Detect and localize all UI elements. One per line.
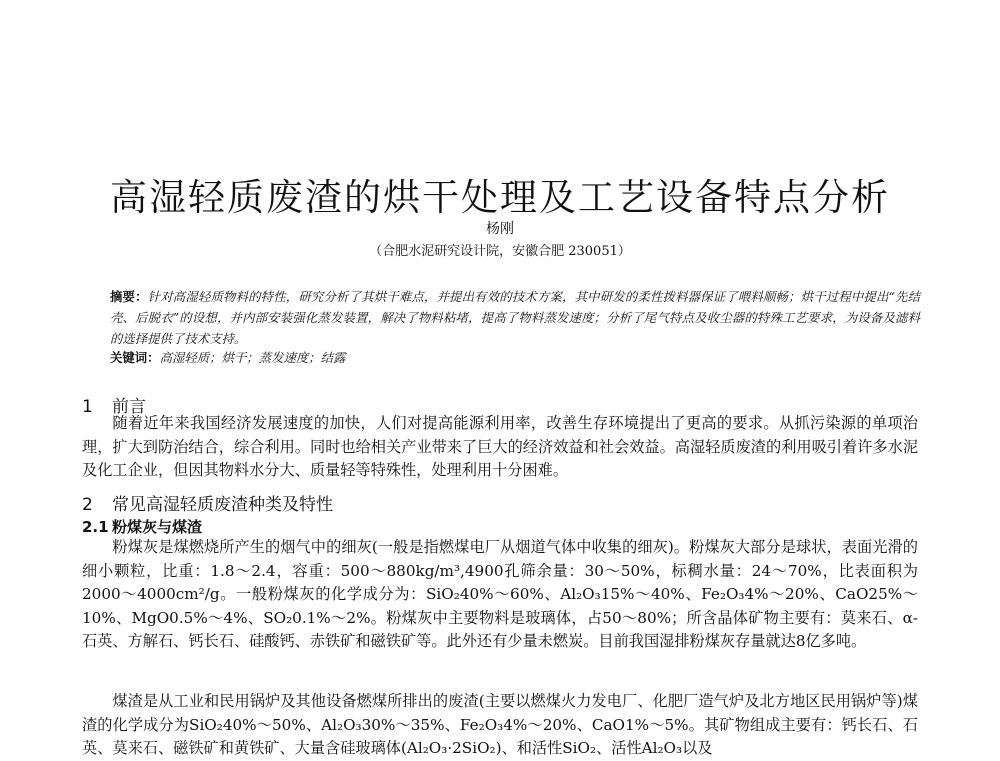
section-number: 1 bbox=[82, 397, 93, 417]
keywords bbox=[110, 348, 920, 366]
section-title: 前言 bbox=[112, 397, 146, 417]
subsection-heading-2-1 bbox=[82, 516, 202, 537]
section-title: 常见高湿轻质废渣种类及特性 bbox=[112, 495, 333, 515]
abstract bbox=[110, 286, 920, 349]
author-name: 杨刚 bbox=[486, 221, 514, 237]
section-number: 2 bbox=[82, 495, 93, 515]
paper-title: 高湿轻质废渣的烘干处理及工艺设备特点分析 bbox=[110, 175, 890, 219]
paragraph-fly-ash: 粉煤灰是煤燃烧所产生的烟气中的细灰(一般是指燃煤电厂从烟道气体中收集的细灰)。粉煤灰大部分是球状，表面光滑的细小颗粒，比重：1.8～2.4，容重：500～880kg/m³,4900孔筛余量：30～50%，标稠水量：24～70%，比表面积为2000～4000cm²/g。一般粉煤灰的化学成分为：SiO₂40%～60%、Al₂O₃15%～40%、Fe₂O₃4%～20%、CaO25%～10%、MgO0.5%～4%、SO₂0.1%～2%。粉煤灰中主要物料是玻璃体，占50～80%；所含晶体矿物主要有：莫来石、α-石英、方解石、钙长石、硅酸钙、赤铁矿和磁铁矿等。此外还有少量未燃炭。目前我国湿排粉煤灰存量就达8亿多吨。 bbox=[82, 538, 918, 650]
paragraph-introduction: 随着近年来我国经济发展速度的加快，人们对提高能源利用率，改善生存环境提出了更高的要求。从抓污染源的单项治理，扩大到防治结合，综合利用。同时也给相关产业带来了巨大的经济效益和社会效益。高湿轻质废渣的利用吸引着许多水泥及化工企业，但因其物料水分大、质量轻等特殊性，处理利用十分困难。 bbox=[82, 414, 918, 479]
section-number: 2.1 bbox=[82, 518, 109, 536]
section-heading-2 bbox=[82, 490, 333, 515]
author-affiliation: （合肥水泥研究设计院，安徽合肥 230051） bbox=[369, 244, 631, 259]
abstract-label: 摘要： bbox=[110, 289, 148, 304]
section-title: 粉煤灰与煤渣 bbox=[112, 518, 203, 536]
paragraph-coal-slag: 煤渣是从工业和民用锅炉及其他设备燃煤所排出的废渣(主要以燃煤火力发电厂、化肥厂造气炉及北方地区民用锅炉等)煤渣的化学成分为SiO₂40%～50%、Al₂O₃30%～35%、Fe₂O₃4%～20%、CaO1%～5%。其矿物组成主要有：钙长石、石英、莫来石、磁铁矿和黄铁矿、大量含硅玻璃体(Al₂O₃·2SiO₂)、和活性SiO₂、活性Al₂O₃以及 bbox=[82, 692, 918, 757]
keywords-label: 关键词： bbox=[110, 350, 160, 365]
abstract-text: 针对高湿轻质物料的特性，研究分析了其烘干难点，并提出有效的技术方案，其中研发的柔性拨料器保证了喂料顺畅；烘干过程中提出“先结壳、后脱衣”的设想，并内部安装强化蒸发装置，解决了物料粘堵，提高了物料蒸发速度；分析了尾气特点及收尘器的特殊工艺要求，为设备及滤料的选择提供了技术支持。 bbox=[110, 289, 920, 346]
keywords-text: 高湿轻质；烘干；蒸发速度；结露 bbox=[159, 350, 346, 365]
